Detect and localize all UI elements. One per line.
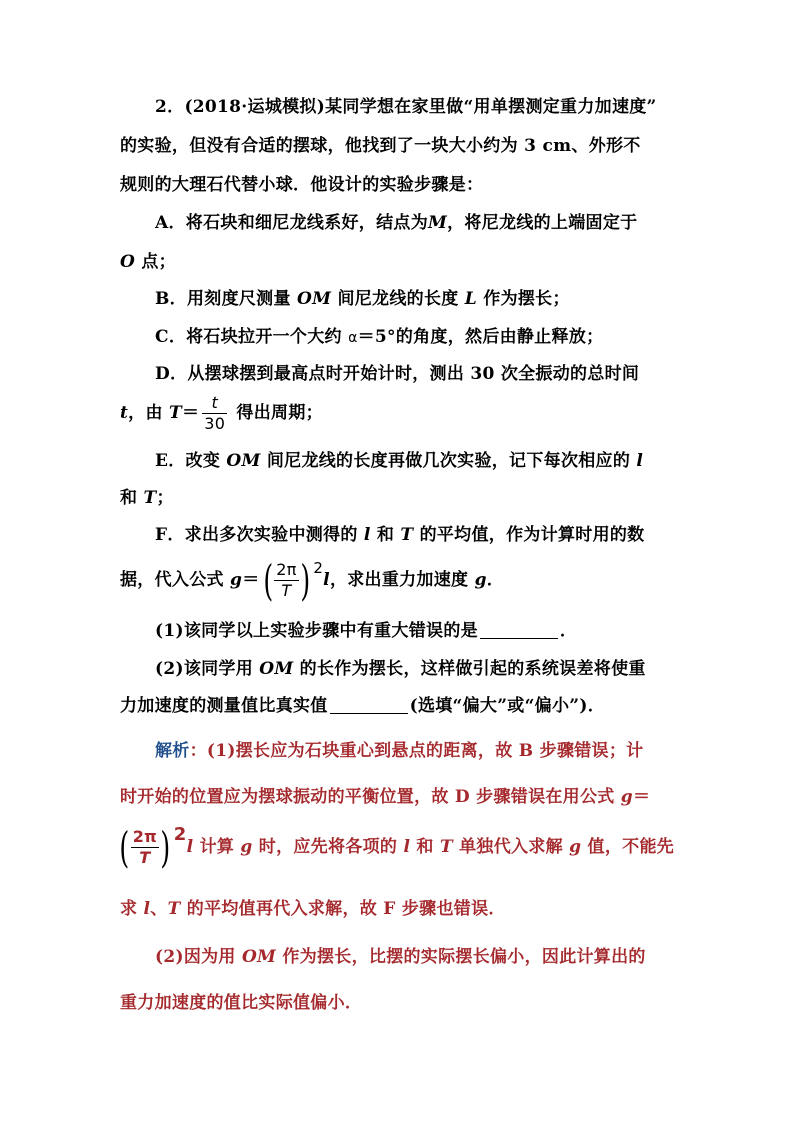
period-fraction: $\frac{t}{30}$ xyxy=(204,393,226,433)
explanation-fraction: $\frac{2\pi}{T}$ xyxy=(132,827,158,867)
question-line-1: 2．(2018·运城模拟)某同学想在家里做“用单摆测定重力加速度” xyxy=(155,97,657,117)
question-line-2: 的实验，但没有合适的摆球，他找到了一块大小约为 3 cm、外形不 xyxy=(120,136,641,156)
step-d-line-2: t，由 T＝ $\frac{t}{30}$ 得出周期； xyxy=(120,393,323,433)
step-a-line-2: O 点； xyxy=(120,252,176,272)
step-a-line-1: A．将石块和细尼龙线系好，结点为M，将尼龙线的上端固定于 xyxy=(155,213,638,233)
sub-question-2-line-2: 力加速度的测量值比真实值 (选填“偏大”或“偏小”)． xyxy=(120,696,606,716)
explanation-line-2: 时开始的位置应为摆球振动的平衡位置，故 D 步骤错误在用公式 g＝ xyxy=(120,787,651,807)
explanation-line-4: 求 l、T 的平均值再代入求解，故 F 步骤也错误． xyxy=(120,899,506,919)
answer-blank-2[interactable] xyxy=(330,697,408,714)
step-c: C．将石块拉开一个大约 α＝5°的角度，然后由静止释放； xyxy=(155,327,604,347)
explanation-label: 解析 xyxy=(155,741,190,761)
question-number: 2． xyxy=(155,97,185,117)
explanation-line-5: (2)因为用 OM 作为摆长，比摆的实际摆长偏小，因此计算出的 xyxy=(155,947,646,967)
question-line-3: 规则的大理石代替小球．他设计的实验步骤是： xyxy=(120,175,484,195)
explanation-line-1: 解析：(1)摆长应为石块重心到悬点的距离，故 B 步骤错误；计 xyxy=(155,741,644,761)
step-d-line-1: D．从摆球摆到最高点时开始计时，测出 30 次全振动的总时间 xyxy=(155,364,640,384)
explanation-line-6: 重力加速度的值比实际值偏小． xyxy=(120,993,363,1013)
sub-question-1: (1)该同学以上实验步骤中有重大错误的是 ． xyxy=(155,621,578,641)
step-f-line-2: 据，代入公式 g＝( $\frac{2\pi}{T}$ ) 2l，求出重力加速度 g． xyxy=(120,555,505,605)
question-source: (2018·运城模拟) xyxy=(184,97,326,117)
step-f-line-1: F．求出多次实验中测得的 l 和 T 的平均值，作为计算时用的数 xyxy=(155,525,645,545)
answer-blank-1[interactable] xyxy=(480,622,558,639)
step-e-line-2: 和 T； xyxy=(120,488,174,508)
sub-question-2-line-1: (2)该同学用 OM 的长作为摆长，这样做引起的系统误差将使重 xyxy=(155,659,646,679)
step-e-line-1: E．改变 OM 间尼龙线的长度再做几次实验，记下每次相应的 l xyxy=(155,451,644,471)
formula-fraction: $\frac{2\pi}{T}$ xyxy=(276,560,297,600)
step-b: B．用刻度尺测量 OM 间尼龙线的长度 L 作为摆长； xyxy=(155,289,570,309)
explanation-line-3: ( $\frac{2\pi}{T}$ ) 2l 计算 g 时，应先将各项的 l 和 T 单独代入求解 g 值，不能先 xyxy=(119,822,675,872)
